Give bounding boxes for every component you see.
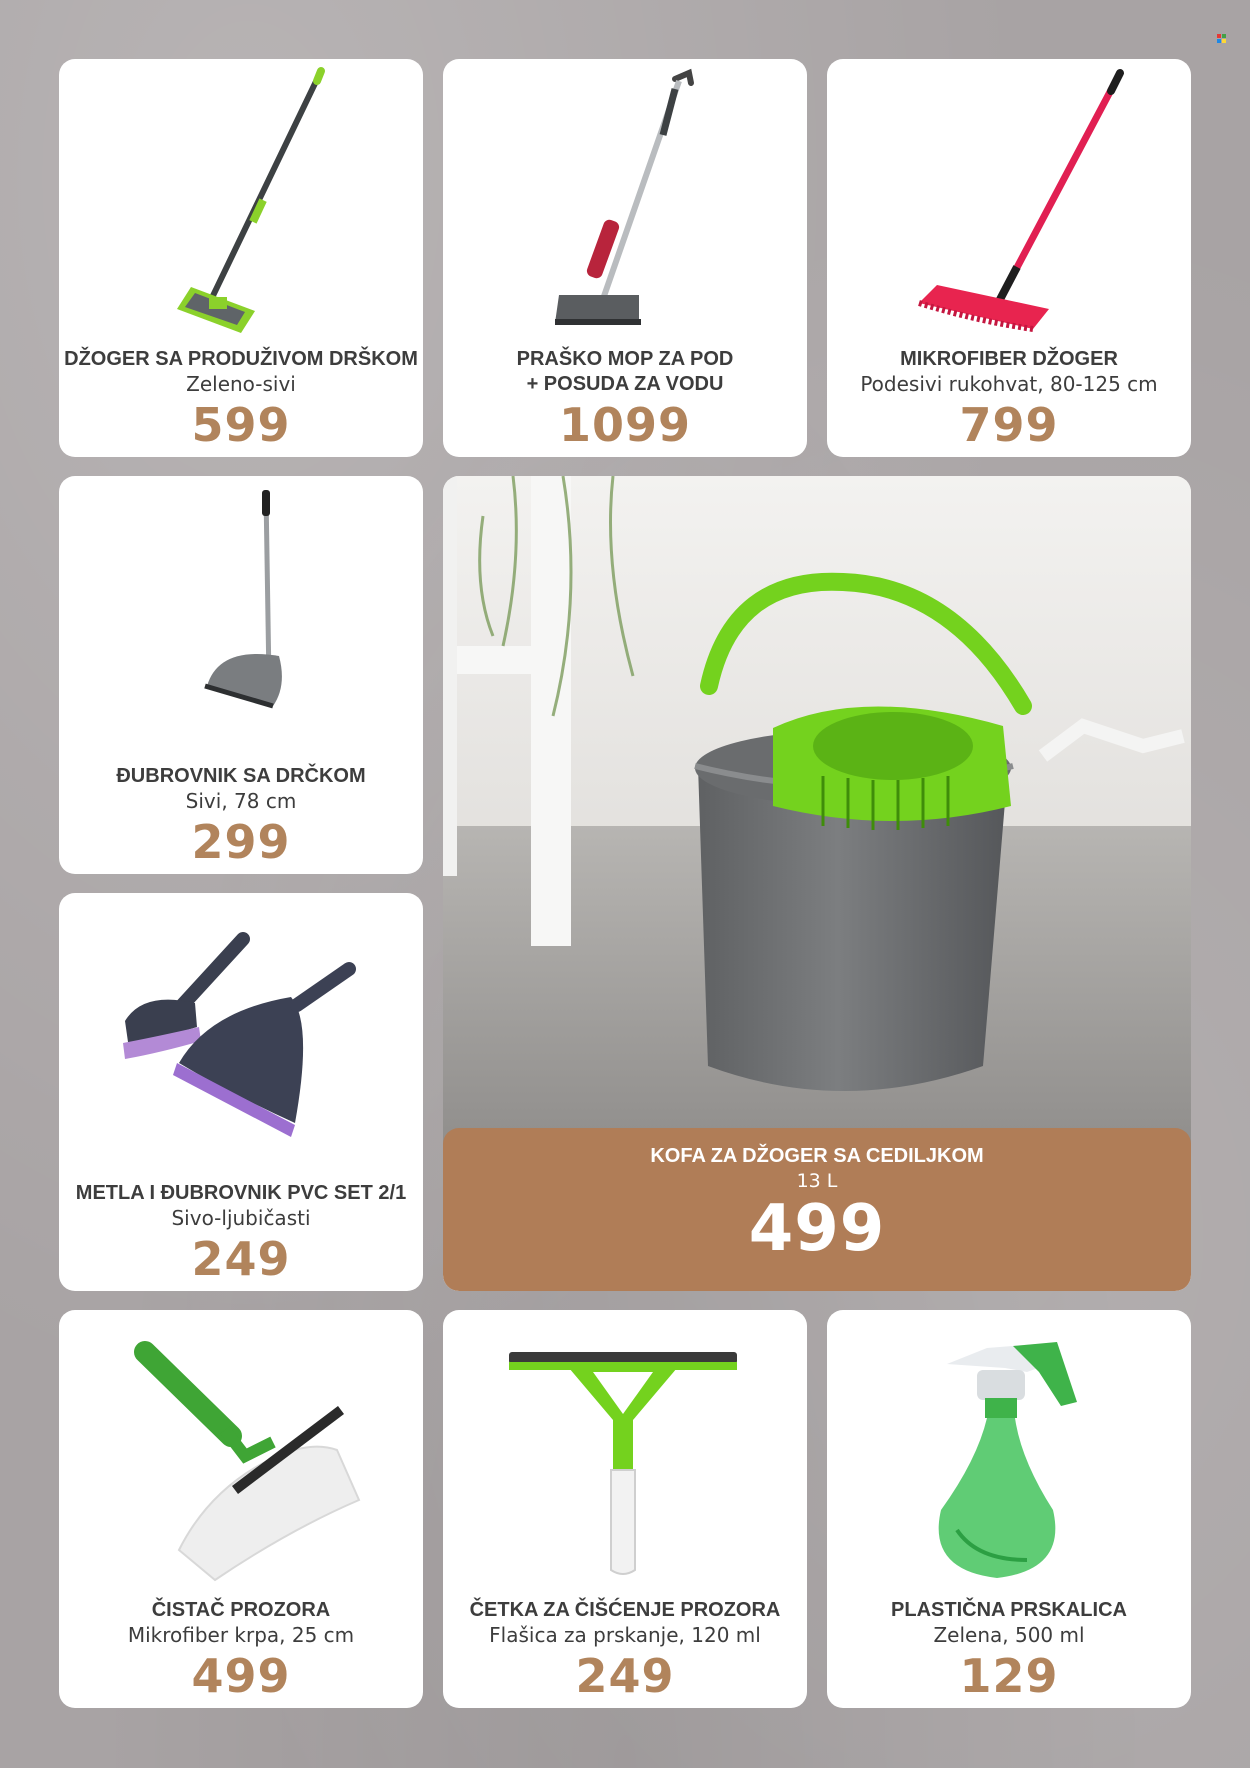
product-name: PRAŠKO MOP ZA POD: [516, 348, 734, 370]
feature-card-mop-bucket[interactable]: [443, 476, 1191, 1291]
product-name: DŽOGER SA PRODUŽIVOM DRŠKOM: [64, 348, 418, 370]
spray-mop-icon: [443, 59, 807, 349]
product-card-window-cleaner[interactable]: [59, 1310, 423, 1708]
product-desc: Zelena, 500 ml: [933, 1623, 1085, 1647]
product-desc: Mikrofiber krpa, 25 cm: [127, 1623, 355, 1647]
brand-mark-icon: [1217, 34, 1226, 43]
product-desc: Sivo-ljubičasti: [171, 1206, 311, 1230]
product-price: 499: [191, 1649, 291, 1703]
product-name-line2: + POSUDA ZA VODU: [526, 373, 724, 395]
feature-price-bar: [443, 1128, 1191, 1291]
product-desc: Podesivi rukohvat, 80-125 cm: [860, 372, 1158, 396]
product-card-dustpan-handle[interactable]: [59, 476, 423, 874]
product-card-spray-bottle[interactable]: [827, 1310, 1191, 1708]
dustpan-handle-icon: [59, 476, 423, 766]
spray-bottle-icon: [827, 1310, 1191, 1600]
product-card-spray-mop[interactable]: [443, 59, 807, 457]
product-name: MIKROFIBER DŽOGER: [900, 348, 1118, 370]
window-cleaner-icon: [59, 1310, 423, 1600]
feature-name: KOFA ZA DŽOGER SA CEDILJKOM: [650, 1145, 984, 1167]
brush-dustpan-icon: [59, 893, 423, 1183]
product-price: 299: [191, 815, 291, 869]
feature-price: 499: [748, 1192, 886, 1266]
product-price: 129: [959, 1649, 1059, 1703]
product-desc: Sivi, 78 cm: [185, 789, 297, 813]
product-card-mop-extendable[interactable]: [59, 59, 423, 457]
product-price: 799: [959, 398, 1059, 452]
product-price: 249: [575, 1649, 675, 1703]
product-price: 599: [191, 398, 291, 452]
squeegee-bottle-icon: [443, 1310, 807, 1600]
product-name: PLASTIČNA PRSKALICA: [891, 1599, 1127, 1621]
product-name: ČISTAČ PROZORA: [151, 1599, 331, 1621]
mop-bucket-icon: [443, 476, 1191, 1156]
product-name: ČETKA ZA ČIŠĆENJE PROZORA: [469, 1599, 781, 1621]
product-name: ĐUBROVNIK SA DRČKOM: [116, 765, 366, 787]
feature-desc: 13 L: [796, 1170, 838, 1192]
product-desc: Zeleno-sivi: [186, 372, 296, 396]
product-card-window-squeegee[interactable]: [443, 1310, 807, 1708]
product-card-brush-dustpan-set[interactable]: [59, 893, 423, 1291]
product-price: 1099: [558, 398, 692, 452]
product-desc: Flašica za prskanje, 120 ml: [489, 1623, 761, 1647]
product-price: 249: [191, 1232, 291, 1286]
product-name: METLA I ĐUBROVNIK PVC SET 2/1: [75, 1182, 407, 1204]
product-card-microfiber-mop[interactable]: [827, 59, 1191, 457]
mop-icon: [59, 59, 423, 349]
red-mop-icon: [827, 59, 1191, 349]
